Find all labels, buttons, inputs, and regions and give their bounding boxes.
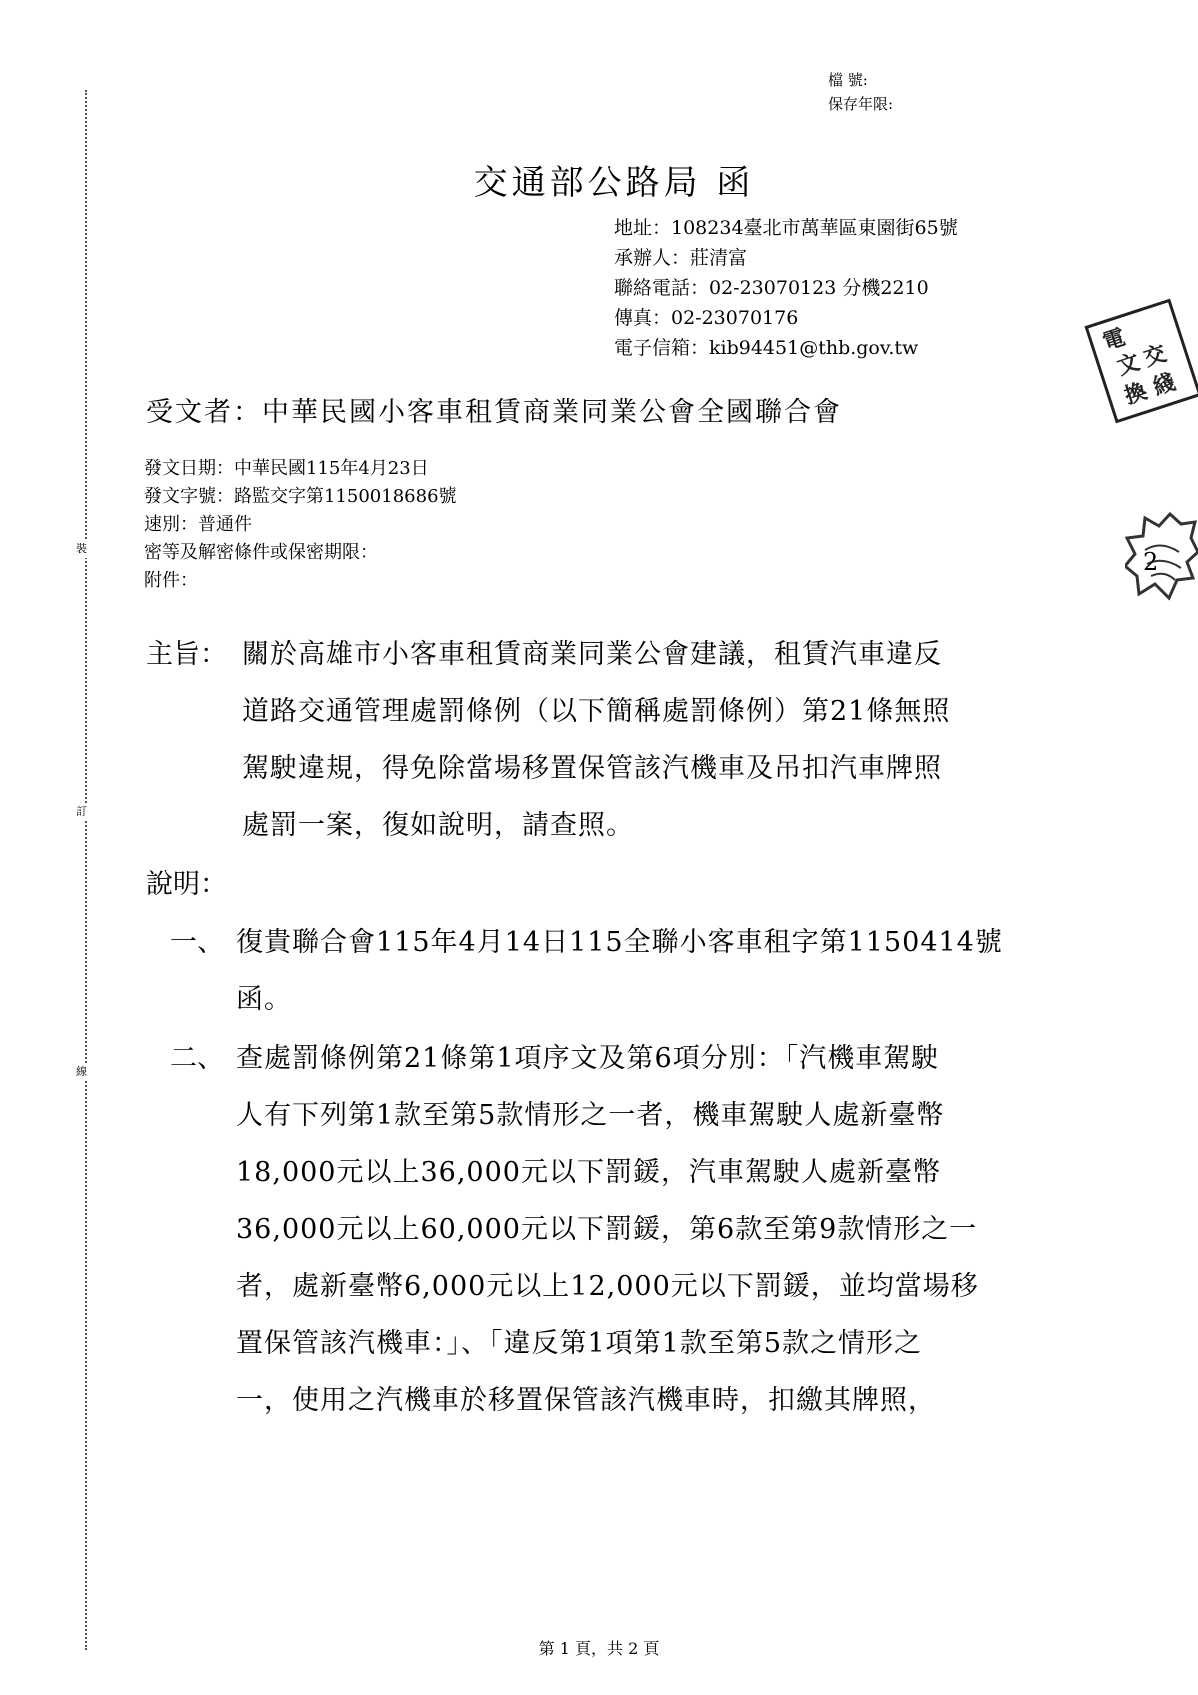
fax: 傳真：02-23070176 bbox=[614, 307, 799, 329]
subject-label: 主旨： bbox=[146, 639, 227, 670]
explanation-label: 說明： bbox=[146, 869, 227, 900]
exchange-seal-stamp bbox=[1084, 299, 1198, 424]
retention-period-label: 保存年限: bbox=[828, 95, 894, 113]
dispatch-meta bbox=[144, 455, 457, 595]
email: 電子信箱：kib94451@thb.gov.tw bbox=[614, 337, 919, 359]
stamp-char: 電 bbox=[1099, 324, 1129, 356]
recipient: 受文者：中華民國小客車租賃商業同業公會全國聯合會 bbox=[146, 397, 842, 428]
binding-mark-ding: 訂 bbox=[76, 803, 87, 821]
explanation-item-1 bbox=[236, 914, 1003, 1028]
subject-line: 處罰一案，復如說明，請查照。 bbox=[242, 810, 634, 841]
secrecy-level: 密等及解密條件或保密期限： bbox=[144, 542, 378, 563]
item-line: 置保管該汽機車：」、「違反第1項第1款至第5款之情形之 bbox=[236, 1328, 923, 1359]
document-title: 交通部公路局 函 bbox=[473, 163, 755, 203]
item-line: 函。 bbox=[236, 984, 292, 1015]
item-line: 復貴聯合會115年4月14日115全聯小客車租字第1150414號 bbox=[236, 927, 1003, 958]
item-line: 者，處新臺幣6,000元以上12,000元以下罰鍰，並均當場移 bbox=[236, 1271, 979, 1302]
stamp-char: 綫 bbox=[1149, 368, 1179, 401]
page-footer: 第 1 頁，共 2 頁 bbox=[538, 1639, 660, 1658]
binding-mark-xian: 線 bbox=[76, 1063, 87, 1081]
binding-mark-zhuang: 裝 bbox=[76, 540, 87, 558]
item-line: 36,000元以上60,000元以下罰鍰，第6款至第9款情形之一 bbox=[236, 1214, 978, 1245]
subject-line: 道路交通管理處罰條例（以下簡稱處罰條例）第21條無照 bbox=[242, 696, 951, 727]
explanation-item-2 bbox=[236, 1030, 979, 1429]
side-page-number: 2 bbox=[1143, 548, 1159, 576]
subject-line: 關於高雄市小客車租賃商業同業公會建議，租賃汽車違反 bbox=[242, 639, 942, 670]
item-line: 一，使用之汽機車於移置保管該汽機車時，扣繳其牌照， bbox=[236, 1385, 936, 1416]
contact-block bbox=[614, 213, 958, 363]
address: 地址：108234臺北市萬華區東園街65號 bbox=[614, 217, 958, 239]
stamp-char: 交 bbox=[1140, 340, 1170, 372]
item-number: 二、 bbox=[170, 1043, 224, 1074]
side-seal-icon bbox=[1125, 510, 1198, 602]
dispatch-date: 發文日期：中華民國115年4月23日 bbox=[144, 458, 429, 479]
item-number: 一、 bbox=[170, 927, 224, 958]
delivery-speed: 速別：普通件 bbox=[144, 514, 252, 535]
item-line: 18,000元以上36,000元以下罰鍰，汽車駕駛人處新臺幣 bbox=[236, 1157, 941, 1188]
stamp-char: 換 bbox=[1121, 378, 1151, 410]
subject-body bbox=[242, 626, 1072, 854]
attachment: 附件： bbox=[144, 570, 198, 591]
phone: 聯絡電話：02-23070123 分機2210 bbox=[614, 277, 929, 299]
file-number-label: 檔 號: bbox=[828, 71, 868, 89]
stamp-char: 文 bbox=[1113, 348, 1143, 381]
handler: 承辦人：莊清富 bbox=[614, 247, 748, 269]
subject-line: 駕駛違規，得免除當場移置保管該汽機車及吊扣汽車牌照 bbox=[242, 753, 942, 784]
item-line: 查處罰條例第21條第1項序文及第6項分別：「汽機車駕駛 bbox=[236, 1043, 940, 1074]
dispatch-number: 發文字號：路監交字第1150018686號 bbox=[144, 486, 457, 507]
item-line: 人有下列第1款至第5款情形之一者，機車駕駛人處新臺幣 bbox=[236, 1100, 945, 1131]
file-info bbox=[828, 68, 893, 116]
binding-margin-line bbox=[85, 90, 87, 1650]
